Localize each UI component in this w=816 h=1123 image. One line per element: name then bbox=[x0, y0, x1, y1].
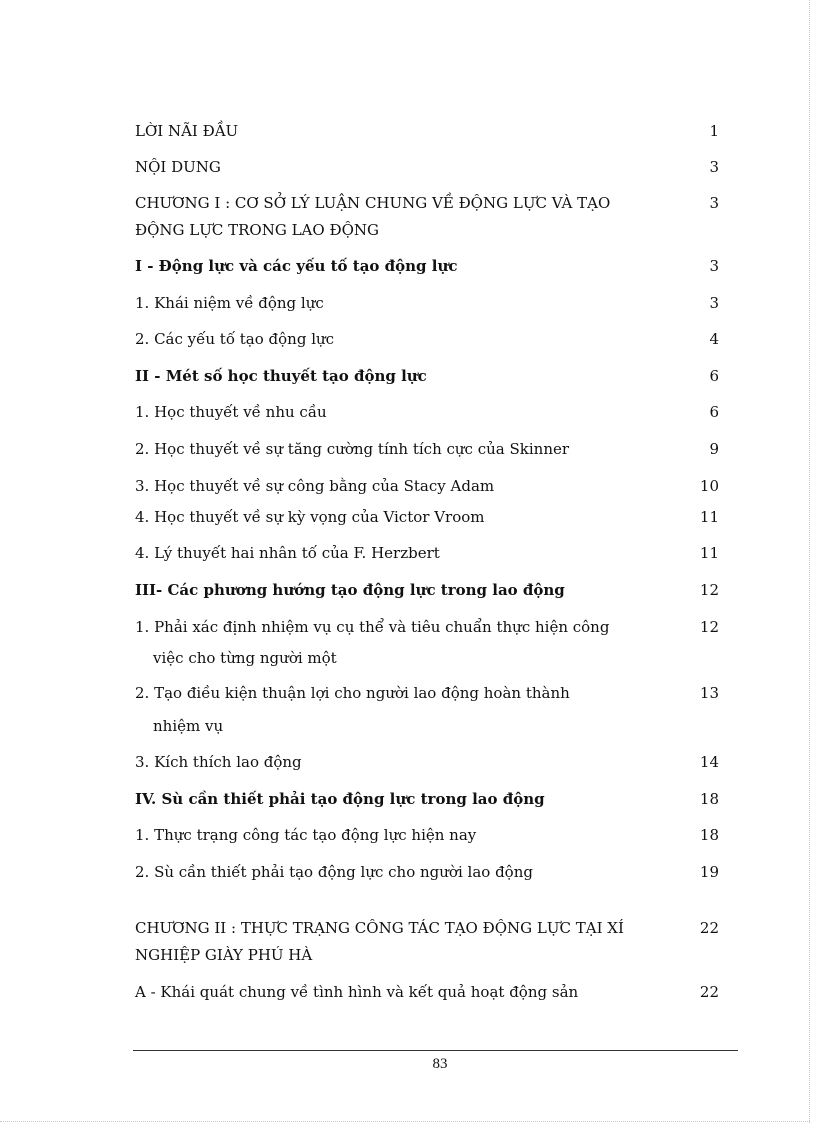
toc-entry-page-number: 6 bbox=[709, 403, 719, 421]
toc-entry-page-number: 13 bbox=[699, 684, 719, 702]
toc-entry-title: NỘI DUNG bbox=[135, 158, 221, 176]
toc-entry-page-number: 22 bbox=[699, 983, 719, 1001]
toc-entry-title: CHƯƠNG I : CƠ SỞ LÝ LUẬN CHUNG VỀ ĐỘNG LỰC VÀ TẠO bbox=[135, 194, 611, 212]
toc-entry-title: 2. Tạo điều kiện thuận lợi cho người lao động hoàn thành bbox=[135, 684, 570, 702]
toc-entry-title: A - Khái quát chung về tình hình và kết quả hoạt động sản bbox=[135, 983, 579, 1001]
toc-entry-page-number: 18 bbox=[699, 826, 719, 844]
toc-entry-title: 4. Học thuyết về sự kỳ vọng của Victor Vroom bbox=[135, 508, 485, 526]
toc-entry-title: I - Động lực và các yếu tố tạo động lực bbox=[135, 257, 458, 275]
toc-entry-title-continued: NGHIỆP GIÀY PHÚ HÀ bbox=[135, 946, 313, 964]
toc-entry-page-number: 1 bbox=[709, 122, 719, 140]
toc-entry-page-number: 19 bbox=[699, 863, 719, 881]
toc-entry-title: CHƯƠNG II : THỰC TRẠNG CÔNG TÁC TẠO ĐỘNG LỰC TẠI XÍ bbox=[135, 919, 624, 937]
toc-entry-page-number: 3 bbox=[709, 294, 719, 312]
toc-entry-title-continued: việc cho từng người một bbox=[153, 649, 337, 667]
toc-entry-title: II - Mét số học thuyết tạo động lực bbox=[135, 367, 427, 385]
toc-entry-page-number: 11 bbox=[699, 544, 719, 562]
toc-entry-page-number: 18 bbox=[699, 790, 719, 808]
toc-entry-title: 2. Học thuyết về sự tăng cường tính tích cực của Skinner bbox=[135, 440, 570, 458]
footer-rule bbox=[133, 1050, 738, 1051]
toc-entry-title-continued: ĐỘNG LỰC TRONG LAO ĐỘNG bbox=[135, 221, 379, 239]
toc-entry-page-number: 14 bbox=[699, 753, 719, 771]
footer-page-number: 83 bbox=[432, 1056, 448, 1072]
toc-entry-page-number: 10 bbox=[699, 477, 719, 495]
toc-entry-page-number: 22 bbox=[699, 919, 719, 937]
toc-entry-title: 2. Sù cần thiết phải tạo động lực cho người lao động bbox=[135, 863, 533, 881]
toc-entry-title: 3. Học thuyết về sự công bằng của Stacy Adam bbox=[135, 477, 495, 495]
toc-entry-page-number: 3 bbox=[709, 194, 719, 212]
toc-entry-page-number: 3 bbox=[709, 158, 719, 176]
page-right-border bbox=[809, 0, 810, 1123]
toc-entry-title: 1. Khái niệm về động lực bbox=[135, 294, 324, 312]
page-bottom-border bbox=[0, 1121, 810, 1122]
toc-entry-title: 3. Kích thích lao động bbox=[135, 753, 302, 771]
toc-entry-page-number: 3 bbox=[709, 257, 719, 275]
toc-entry-page-number: 12 bbox=[699, 618, 719, 636]
toc-entry-page-number: 11 bbox=[699, 508, 719, 526]
toc-entry-title: III- Các phương hướng tạo động lực trong lao động bbox=[135, 581, 565, 599]
toc-entry-title: 2. Các yếu tố tạo động lực bbox=[135, 330, 335, 348]
toc-entry-title: LỜI NÃI ĐẦU bbox=[135, 122, 239, 140]
toc-entry-page-number: 9 bbox=[709, 440, 719, 458]
toc-entry-title: IV. Sù cần thiết phải tạo động lực trong lao động bbox=[135, 790, 545, 808]
toc-entry-title: 4. Lý thuyết hai nhân tố của F. Herzbert bbox=[135, 544, 440, 562]
toc-entry-page-number: 6 bbox=[709, 367, 719, 385]
toc-entry-page-number: 12 bbox=[699, 581, 719, 599]
toc-entry-page-number: 4 bbox=[709, 330, 719, 348]
toc-entry-title: 1. Phải xác định nhiệm vụ cụ thể và tiêu chuẩn thực hiện công bbox=[135, 618, 610, 636]
toc-entry-title-continued: nhiệm vụ bbox=[153, 717, 224, 735]
toc-entry-title: 1. Học thuyết về nhu cầu bbox=[135, 403, 327, 421]
toc-entry-title: 1. Thực trạng công tác tạo động lực hiện nay bbox=[135, 826, 477, 844]
